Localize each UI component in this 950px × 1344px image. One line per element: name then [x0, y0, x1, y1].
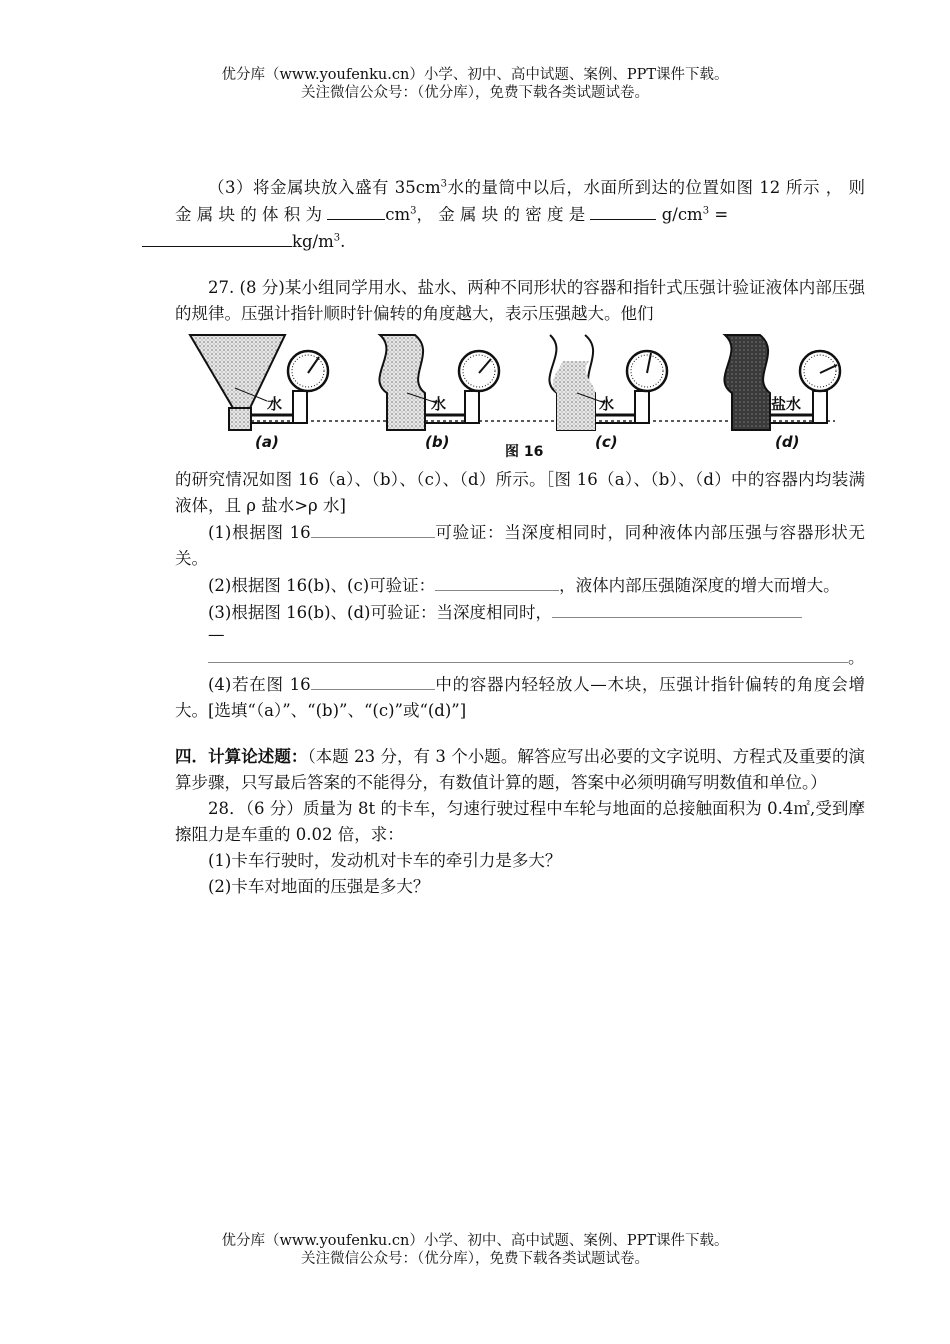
q26-text-g: =: [709, 205, 729, 224]
answer-blank-q27-3a[interactable]: [552, 599, 802, 618]
label-water-b: 水: [431, 395, 447, 413]
answer-blank-q27-3b[interactable]: [208, 644, 848, 663]
q27-sub4-text-a: (4)若在图 16: [208, 675, 311, 694]
section-4: [175, 744, 865, 796]
answer-blank-q27-2[interactable]: [435, 572, 559, 591]
header-line-1: 优分库（www.youfenku.cn）小学、初中、高中试题、案例、PPT课件下载。: [221, 67, 729, 83]
q27-sub4-text-b: 中的容器内轻轻放人—木块，压强计指针偏转的角度会增大。[选填“（a）”、“(b)”、“(c)”或“(d)”]: [175, 675, 866, 720]
label-water-c: 水: [599, 395, 615, 413]
q26-text-f: g/cm: [656, 205, 703, 224]
label-saltwater-d: 盐水: [771, 395, 802, 413]
figure-16: [175, 333, 865, 463]
footer-line-2: 关注微信公众号：（优分库），免费下载各类试题试卷。: [301, 1251, 649, 1267]
label-water-a: 水: [267, 395, 283, 413]
panel-label-c: (c): [595, 433, 618, 451]
footer-line-1: 优分库（www.youfenku.cn）小学、初中、高中试题、案例、PPT课件下载。: [221, 1233, 729, 1249]
q27-sub2-text-b: ，液体内部压强随深度的增大而增大。: [559, 576, 840, 595]
answer-blank-density-kgm3[interactable]: [142, 228, 292, 247]
q26-text-a: （3）将金属块放入盛有 35cm: [208, 178, 441, 197]
superscript: 3: [333, 232, 341, 244]
q27-sub1-text-b: 可验证：当深度相同时，同种液体内部压强与容器形状无关。: [175, 523, 866, 568]
q27-sub3-dash-text: —: [208, 625, 225, 644]
container-a: [190, 335, 328, 430]
q27-sub3: [175, 599, 865, 626]
figure-caption: 图 16: [505, 444, 544, 460]
q26-text-i: .: [340, 232, 346, 251]
answer-blank-density-gcm3[interactable]: [590, 201, 656, 220]
container-d: [724, 335, 840, 430]
section-4-title: 四．计算论述题：: [175, 747, 308, 766]
page-footer: [0, 1232, 950, 1268]
q26-text-b: 水的量筒中以后，水面所到达的位置如图 12 所: [447, 178, 803, 197]
answer-blank-volume[interactable]: [327, 201, 385, 220]
q26-text-d: cm: [385, 205, 411, 224]
header-line-2: 关注微信公众号：（优分库），免费下载各类试题试卷。: [301, 85, 649, 101]
container-b: [379, 335, 499, 430]
container-c: [549, 335, 667, 430]
panel-label-b: (b): [425, 433, 450, 451]
q28-sub2: (2)卡车对地面的压强是多大？: [208, 877, 430, 896]
superscript: 3: [410, 205, 417, 217]
page-header-top: [0, 66, 950, 102]
q26-text-h: kg/m: [292, 232, 334, 251]
q26-text-c: 示 ， 则 金 属 块 的 体 积 为: [175, 178, 865, 224]
q27-sub1: [175, 519, 865, 572]
q26-text-e: ， 金 属 块 的 密 度 是: [416, 205, 591, 224]
q27-sub2: [175, 572, 865, 599]
q27-sub3-line2: [175, 644, 865, 671]
answer-blank-q27-4[interactable]: [311, 671, 435, 690]
panel-label-d: (d): [775, 433, 800, 451]
q28-stem: 28．（6 分）质量为 8t 的卡车，匀速行驶过程中车轮与地面的总接触面积为 0.4㎡,受到摩擦阻力是车重的 0.02 倍，求：: [175, 799, 865, 844]
q26-part3: [175, 175, 865, 255]
q27-sub3-end: 。: [848, 648, 865, 667]
q27-sub3-dash: [175, 626, 865, 644]
q27-sub2-text-a: (2)根据图 16(b)、(c)可验证：: [208, 576, 436, 595]
document-body: [175, 175, 865, 900]
q27-figure-description: 的研究情况如图 16（a）、（b）、（c）、（d）所示。［图 16（a）、（b）、（d）中的容器内均装满液体，且 ρ 盐水>ρ 水]: [175, 470, 865, 515]
superscript: 3: [440, 178, 447, 190]
q27-sub1-text-a: (1)根据图 16: [208, 523, 311, 542]
panel-label-a: (a): [255, 433, 279, 451]
q28-sub1: (1)卡车行驶时，发动机对卡车的牵引力是多大？: [208, 851, 562, 870]
q27-sub4: [175, 671, 865, 724]
section-4-description: （本题 23 分，有 3 个小题。解答应写出必要的文字说明、方程式及重要的演算步骤，只写最后答案的不能得分，有数值计算的题，答案中必须明确写明数值和单位。）: [175, 747, 865, 792]
superscript: 3: [702, 205, 710, 217]
q27-intro: 27. (8 分)某小组同学用水、盐水、两种不同形状的容器和指针式压强计验证液体内部压强的规律。压强计指针顺时针偏转的角度越大，表示压强越大。他们: [175, 278, 865, 323]
q27-sub3-text-a: (3)根据图 16(b)、(d)可验证：当深度相同时，: [208, 603, 552, 622]
answer-blank-q27-1[interactable]: [311, 519, 435, 538]
